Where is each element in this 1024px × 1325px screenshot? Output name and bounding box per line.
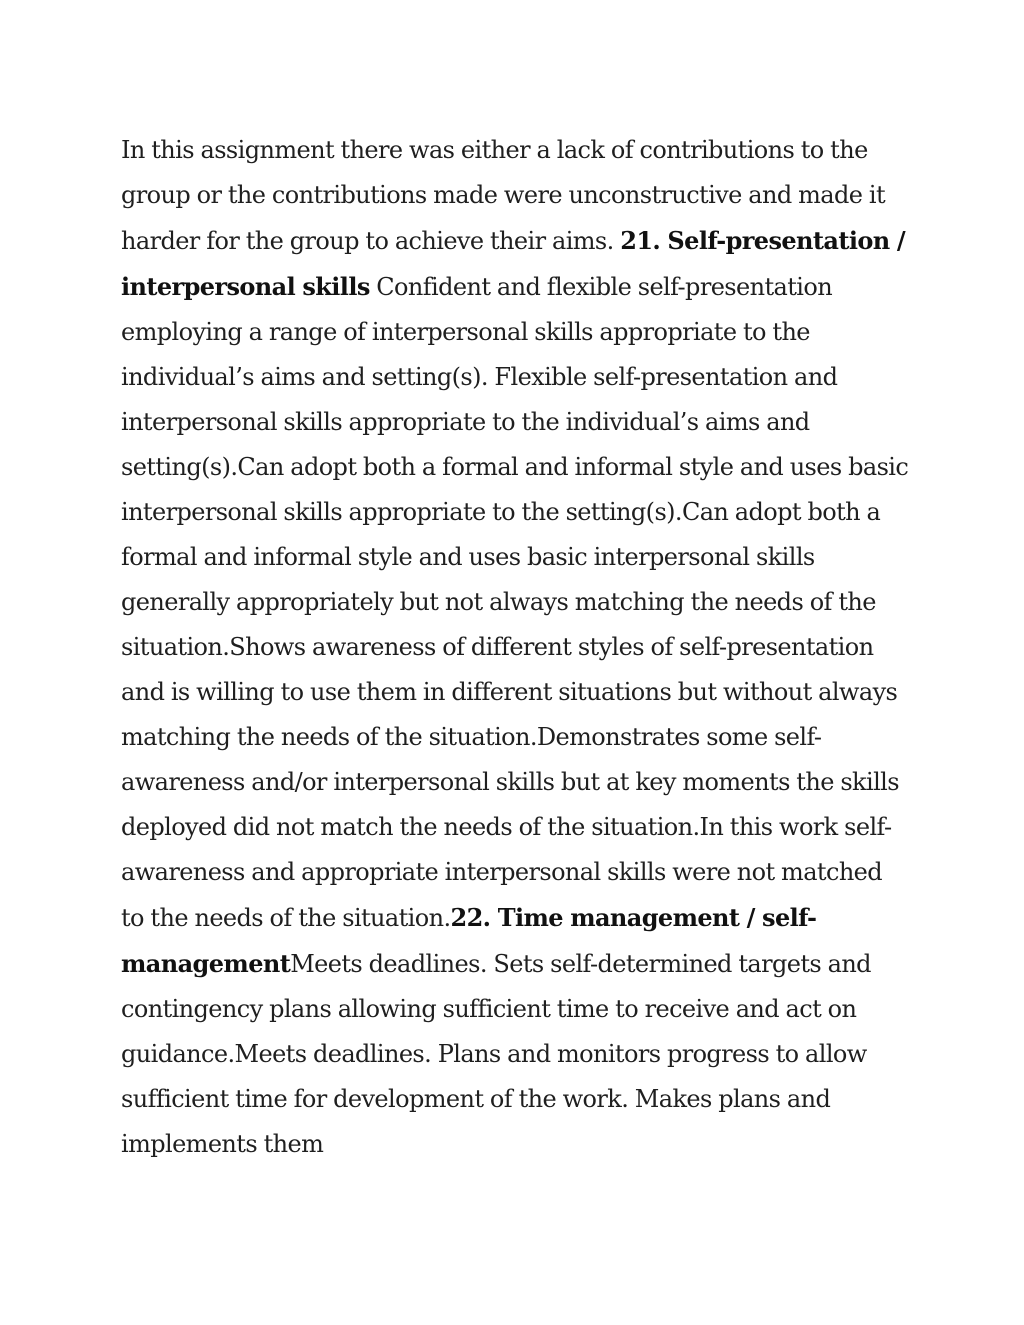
- section-heading-21: 21. Self-presentation / interpersonal skills: [121, 226, 906, 301]
- intro-text: In this assignment there was either a lack of contributions to the group or the contributions made were unconstructive and made it harder for the group to achieve their aims.: [121, 136, 886, 255]
- body-paragraph: [121, 128, 911, 1167]
- section-body-21: Confident and flexible self-presentation employing a range of interpersonal skills appropriate to the individual’s aims and setting(s). Flexible self-presentation and interpersonal skills appropriate to the individual’s aims and setting(s).Can adopt both a formal and informal style and uses basic interpersonal skills appropriate to the setting(s).Can adopt both a formal and informal style and uses basic interpersonal skills generally appropriately but not always matching the needs of the situation.Shows awareness of different styles of self-presentation and is willing to use them in different situations but without always matching the needs of the situation.Demonstrates some self-awareness and/or interpersonal skills but at key moments the skills deployed did not match the needs of the situation.In this work self-awareness and appropriate interpersonal skills were not matched to the needs of the situation.: [121, 273, 909, 932]
- section-heading-22: 22. Time management / self-management: [121, 903, 817, 978]
- section-body-22: Meets deadlines. Sets self-determined targets and contingency plans allowing sufficient time to receive and act on guidance.Meets deadlines. Plans and monitors progress to allow sufficient time for development of the work. Makes plans and implements them: [121, 950, 871, 1158]
